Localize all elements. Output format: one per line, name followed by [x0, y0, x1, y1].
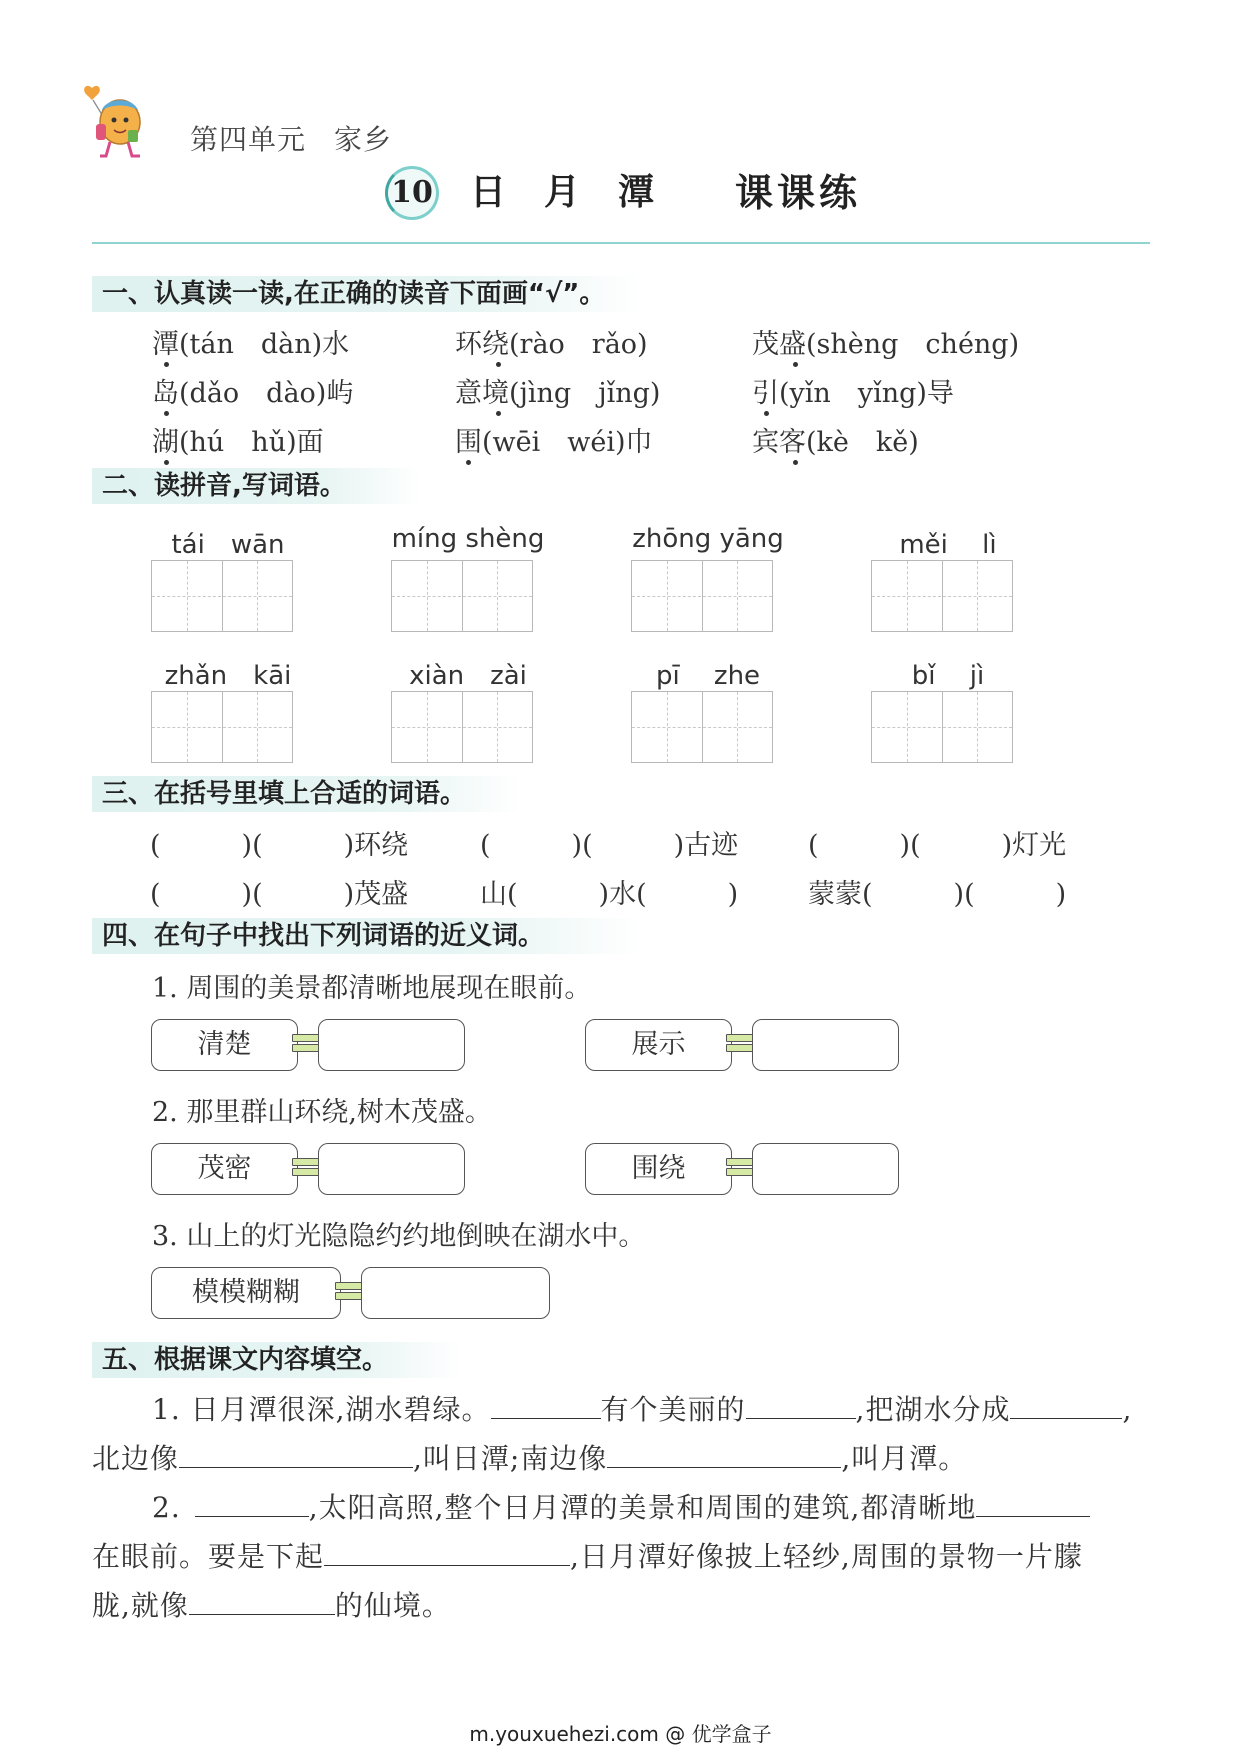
section-5-heading: 五、根据课文内容填空。 [92, 1342, 462, 1378]
section-2-heading: 二、读拼音,写词语。 [92, 468, 422, 504]
emphasis-dot [466, 460, 471, 465]
writing-grid[interactable] [631, 560, 773, 632]
pinyin-prompt: měi lì [899, 530, 997, 560]
fill-bracket-item[interactable]: 山( )水( ) [480, 879, 739, 910]
lesson-number-badge: 10 [385, 166, 439, 220]
pinyin-prompt: xiàn zài [409, 661, 527, 691]
emphasis-dot [764, 411, 769, 416]
pronunciation-item: 宾客(kè kě) [752, 427, 919, 458]
writing-grid[interactable] [871, 691, 1013, 763]
fill-line [152, 1486, 1090, 1526]
synonym-word-box: 模模糊糊 [151, 1267, 341, 1319]
writing-grid[interactable] [391, 560, 533, 632]
lesson-series: 课课练 [735, 170, 862, 215]
section-1-heading: 一、认真读一读,在正确的读音下面画“√”。 [92, 276, 642, 312]
fill-bracket-item[interactable]: ( )( )古迹 [480, 830, 739, 861]
synonym-word-box: 展示 [585, 1019, 732, 1071]
synonym-word-box: 围绕 [585, 1143, 732, 1195]
fill-bracket-item[interactable]: ( )( )灯光 [808, 830, 1067, 861]
pinyin-prompt: tái wān [171, 530, 285, 560]
synonym-sentence: 3. 山上的灯光隐隐约约地倒映在湖水中。 [152, 1221, 646, 1252]
fill-blank[interactable] [976, 1486, 1090, 1517]
fill-blank[interactable] [324, 1535, 570, 1566]
fill-text: , [1122, 1393, 1133, 1426]
pinyin-prompt: míng shèng [391, 524, 545, 554]
emphasis-dot [496, 362, 501, 367]
fill-text: 2. [152, 1491, 181, 1524]
fill-text: 胧,就像 [92, 1589, 189, 1622]
fill-text: 1. 日月潭很深,湖水碧绿。 [152, 1393, 491, 1426]
pronunciation-item: 茂盛(shèng chéng) [752, 329, 1020, 360]
fill-text: 北边像 [92, 1442, 180, 1475]
pinyin-prompt: zhǎn kāi [164, 661, 292, 691]
fill-text: ,太阳高照,整个日月潭的美景和周围的建筑,都清晰地 [308, 1491, 977, 1524]
emphasis-dot [164, 362, 169, 367]
fill-line [152, 1388, 1132, 1428]
fill-bracket-item[interactable]: ( )( )茂盛 [150, 879, 409, 910]
synonym-answer-box[interactable] [318, 1143, 465, 1195]
synonym-word-box: 茂密 [151, 1143, 298, 1195]
equals-icon [726, 1034, 754, 1056]
fill-blank[interactable] [189, 1584, 335, 1615]
synonym-sentence: 1. 周围的美景都清晰地展现在眼前。 [152, 973, 592, 1004]
fill-line [92, 1535, 1083, 1575]
fill-line [92, 1584, 451, 1624]
pronunciation-item: 潭(tán dàn)水 [152, 329, 350, 360]
emphasis-dot [164, 411, 169, 416]
fill-blank[interactable] [746, 1388, 856, 1419]
emphasis-dot [496, 411, 501, 416]
fill-blank[interactable] [1010, 1388, 1122, 1419]
fill-text: ,叫日潭;南边像 [413, 1442, 608, 1475]
fill-text: 有个美丽的 [600, 1393, 746, 1426]
fill-text: ,叫月潭。 [841, 1442, 968, 1475]
writing-grid[interactable] [151, 691, 293, 763]
unit-theme: 家乡 [334, 123, 393, 156]
synonym-answer-box[interactable] [318, 1019, 465, 1071]
synonym-sentence: 2. 那里群山环绕,树木茂盛。 [152, 1097, 492, 1128]
equals-icon [292, 1158, 320, 1180]
pronunciation-item: 引(yǐn yǐng)导 [752, 378, 954, 409]
fill-blank[interactable] [491, 1388, 601, 1419]
footer-watermark: m.youxuehezi.com @ 优学盒子 [469, 1722, 772, 1746]
section-3-heading: 三、在括号里填上合适的词语。 [92, 776, 522, 812]
synonym-answer-box[interactable] [752, 1019, 899, 1071]
section-4-heading: 四、在句子中找出下列词语的近义词。 [92, 918, 642, 954]
fill-blank[interactable] [179, 1437, 413, 1468]
synonym-word-box: 清楚 [151, 1019, 298, 1071]
equals-icon [335, 1282, 363, 1304]
unit-label [190, 118, 392, 158]
pinyin-prompt: bǐ jì [911, 661, 985, 691]
synonym-answer-box[interactable] [361, 1267, 550, 1319]
equals-icon [726, 1158, 754, 1180]
pronunciation-item: 围(wēi wéi)巾 [455, 427, 653, 458]
header-divider [92, 242, 1150, 244]
emphasis-dot [164, 460, 169, 465]
emphasis-dot [793, 460, 798, 465]
fill-bracket-item[interactable]: ( )( )环绕 [150, 830, 409, 861]
fill-text: ,日月潭好像披上轻纱,周围的景物一片朦 [570, 1540, 1083, 1573]
fill-text: 在眼前。要是下起 [92, 1540, 325, 1573]
writing-grid[interactable] [631, 691, 773, 763]
pronunciation-item: 岛(dǎo dào)屿 [152, 378, 354, 409]
fill-blank[interactable] [607, 1437, 841, 1468]
writing-grid[interactable] [391, 691, 533, 763]
fill-text: ,把湖水分成 [855, 1393, 1011, 1426]
writing-grid[interactable] [151, 560, 293, 632]
pronunciation-item: 环绕(rào rǎo) [455, 329, 648, 360]
fill-line [92, 1437, 967, 1477]
pinyin-prompt: pī zhe [655, 661, 761, 691]
unit-number: 第四单元 [190, 123, 307, 156]
fill-blank[interactable] [195, 1486, 309, 1517]
pronunciation-item: 意境(jìng jǐng) [455, 378, 661, 409]
lesson-title: 日月潭 [470, 171, 693, 213]
pronunciation-item: 湖(hú hǔ)面 [152, 427, 324, 458]
fill-text: 的仙境。 [334, 1589, 451, 1622]
equals-icon [292, 1034, 320, 1056]
mascot-illustration [82, 80, 152, 160]
pinyin-prompt: zhōng yāng [632, 524, 784, 554]
writing-grid[interactable] [871, 560, 1013, 632]
synonym-answer-box[interactable] [752, 1143, 899, 1195]
emphasis-dot [793, 362, 798, 367]
fill-bracket-item[interactable]: 蒙蒙( )( ) [808, 879, 1067, 910]
